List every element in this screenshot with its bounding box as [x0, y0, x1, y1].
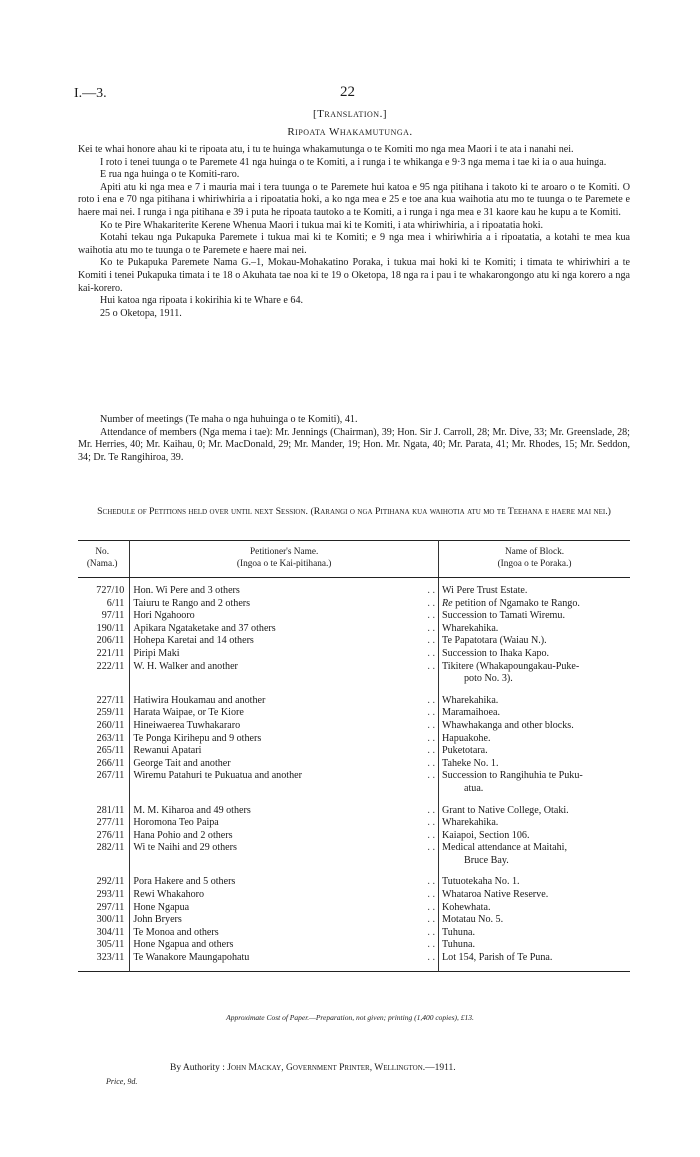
- block-name: [439, 758, 631, 771]
- table-row: [78, 927, 630, 940]
- block-name-text: Maramaihoea.: [442, 707, 501, 719]
- block-name-text: Hapuakohe.: [442, 732, 491, 744]
- petition-number-text: 281/11: [96, 804, 125, 816]
- block-name-text: Wharekahika.: [442, 694, 499, 706]
- petitioner-name: [130, 770, 439, 795]
- petition-number-text: 293/11: [96, 889, 125, 901]
- block-name-continued: poto No. 3).: [464, 673, 513, 685]
- meeting-summary: [78, 414, 630, 464]
- petition-number: [78, 842, 130, 867]
- block-name: [439, 707, 631, 720]
- spacer-row: [78, 867, 630, 876]
- paragraph: Kei te whai honore ahau ki te ripoata atu, i tu te huinga whakamutunga o te Komiti mo nga mea Maori i te ata i nanahi nei.: [78, 144, 574, 155]
- petition-number: [78, 585, 130, 598]
- petition-number: [78, 805, 130, 818]
- cost-note: Approximate Cost of Paper.—Preparation, not given; printing (1,400 copies), £13.: [226, 1013, 474, 1022]
- petitioner-name: [130, 648, 439, 661]
- table-row: [78, 720, 630, 733]
- block-name: [439, 830, 631, 843]
- table-row: [78, 758, 630, 771]
- block-name: [439, 952, 631, 965]
- table-row: [78, 952, 630, 965]
- block-name-text: Whawhakanga and other blocks.: [442, 719, 574, 731]
- block-name-text: Te Papatotara (Waiau N.).: [442, 635, 547, 647]
- petitioner-name-text: Rewi Whakahoro: [133, 889, 205, 901]
- spacer-cell: [439, 867, 631, 876]
- petitioner-name: [130, 889, 439, 902]
- petitions-table: [78, 540, 630, 972]
- petition-number: [78, 889, 130, 902]
- block-name-text: Tikitere (Whakapoungakau-Puke-: [442, 660, 580, 672]
- petition-number-text: 276/11: [96, 829, 125, 841]
- header-block-sub: (Ingoa o te Poraka.): [497, 558, 572, 569]
- block-name-text: Taheke No. 1.: [442, 757, 499, 769]
- block-name-text: Lot 154, Parish of Te Puna.: [442, 952, 553, 964]
- header-petitioner-label: Petitioner's Name.: [250, 547, 319, 557]
- petitioner-name: [130, 842, 439, 867]
- paragraph: Hui katoa nga ripoata i kokirihia ki te Whare e 64.: [100, 295, 304, 307]
- petition-number-text: 190/11: [96, 622, 125, 634]
- petition-number-text: 267/11: [96, 770, 125, 782]
- table-row: [78, 585, 630, 598]
- petitioner-name-text: W. H. Walker and another: [133, 660, 238, 672]
- block-name-text: Tuhuna.: [442, 926, 476, 938]
- table-row: [78, 914, 630, 927]
- dot-leader: . .: [427, 707, 435, 719]
- schedule-heading-translation: (Rarangi o nga Pitihana kua waihotia atu mo te Teehana e haere mai nei.): [310, 506, 611, 517]
- dot-leader: . .: [427, 585, 435, 596]
- petitioner-name-text: Rewanui Apatari: [133, 745, 202, 757]
- petitioner-name-text: Wiremu Patahuri te Pukuatua and another: [133, 770, 302, 782]
- petition-number-text: 227/11: [96, 694, 125, 706]
- petition-number: [78, 745, 130, 758]
- petitioner-name: [130, 914, 439, 927]
- document-reference: I.—3.: [74, 86, 107, 101]
- spacer-row: [78, 965, 630, 972]
- dot-leader: . .: [427, 829, 435, 841]
- block-name-text: Tutuotekaha No. 1.: [442, 876, 520, 888]
- table-row: [78, 648, 630, 661]
- dot-leader: . .: [427, 926, 435, 938]
- spacer-cell: [130, 578, 439, 586]
- block-name-text: Grant to Native College, Otaki.: [442, 804, 569, 816]
- block-name: [439, 610, 631, 623]
- table-row: [78, 635, 630, 648]
- dot-leader: . .: [427, 597, 435, 609]
- petitioner-name-text: Pora Hakere and 5 others: [133, 876, 236, 888]
- table-row: [78, 817, 630, 830]
- petitioner-name-text: Hone Ngapua and others: [133, 939, 234, 951]
- block-name: [439, 876, 631, 889]
- block-name-continued: Bruce Bay.: [464, 854, 509, 866]
- petitioner-name: [130, 585, 439, 598]
- block-name-text: Whataroa Native Reserve.: [442, 889, 549, 901]
- table-row: [78, 939, 630, 952]
- petition-number: [78, 598, 130, 611]
- petition-number: [78, 635, 130, 648]
- petition-number-text: 206/11: [96, 635, 125, 647]
- block-name: [439, 598, 631, 611]
- block-name: [439, 623, 631, 636]
- petitioner-name-text: Apikara Ngataketake and 37 others: [133, 622, 276, 634]
- spacer-cell: [78, 686, 130, 695]
- petitioner-name: [130, 817, 439, 830]
- header-petitioner: [130, 541, 439, 578]
- schedule-heading: [78, 506, 630, 519]
- spacer-cell: [130, 686, 439, 695]
- price-note: Price, 9d.: [106, 1077, 138, 1086]
- report-title: Ripoata Whakamutunga.: [287, 126, 413, 138]
- table-row: [78, 842, 630, 867]
- petition-number-text: 277/11: [96, 817, 125, 829]
- table-row: [78, 770, 630, 795]
- petitioner-name-text: Piripi Maki: [133, 647, 180, 659]
- block-name: [439, 695, 631, 708]
- petition-number-text: 222/11: [96, 660, 125, 672]
- dot-leader: . .: [427, 817, 435, 829]
- petitioner-name-text: Hohepa Karetai and 14 others: [133, 635, 254, 647]
- petition-number-text: 6/11: [106, 597, 125, 609]
- meeting-count: Number of meetings (Te maha o nga huhuinga o te Komiti), 41.: [100, 414, 358, 425]
- petition-number: [78, 707, 130, 720]
- block-name-continued: atua.: [464, 782, 484, 794]
- block-name-text: Succession to Ihaka Kapo.: [442, 647, 550, 659]
- petition-number-text: 97/11: [101, 610, 125, 622]
- dot-leader: . .: [427, 770, 435, 782]
- spacer-row: [78, 796, 630, 805]
- block-name: [439, 770, 631, 795]
- spacer-cell: [130, 796, 439, 805]
- petitioner-name-text: Hon. Wi Pere and 3 others: [133, 585, 240, 596]
- petition-number: [78, 902, 130, 915]
- petitioner-name: [130, 661, 439, 686]
- header-petitioner-sub: (Ingoa o te Kai-pitihana.): [236, 558, 332, 569]
- block-name: [439, 635, 631, 648]
- dot-leader: . .: [427, 694, 435, 706]
- petition-number-text: 259/11: [96, 707, 125, 719]
- block-name-text: Succession to Rangihuhia te Puku-: [442, 770, 583, 782]
- printer-name: John Mackay, Government Printer, Wellington.—1911.: [227, 1063, 456, 1073]
- petitioner-name: [130, 610, 439, 623]
- page-number: 22: [340, 84, 355, 100]
- block-name-text: Kohewhata.: [442, 901, 491, 913]
- block-name: [439, 902, 631, 915]
- spacer-cell: [439, 686, 631, 695]
- spacer-cell: [78, 867, 130, 876]
- block-name: [439, 745, 631, 758]
- petition-number: [78, 610, 130, 623]
- paragraph: E rua nga huinga o te Komiti-raro.: [100, 169, 240, 181]
- block-name: [439, 939, 631, 952]
- petitioner-name: [130, 876, 439, 889]
- petition-number-text: 727/10: [96, 585, 125, 596]
- petition-number-text: 305/11: [96, 939, 125, 951]
- petition-number: [78, 758, 130, 771]
- petition-number-text: 263/11: [96, 732, 125, 744]
- petition-number: [78, 817, 130, 830]
- attendance: Attendance of members (Nga mema i tae): Mr. Jennings (Chairman), 39; Hon. Sir J. Carroll, 28; Mr. Dive, 33; Mr. Greenslade, 28; Mr. Herries, 40; Mr. Kaihau, 0; Mr. MacDonald, 29; Mr. Mander, 19; Hon. Mr. Ngata, 40; Mr. Parata, 41; Mr. Rhodes, 15; Mr. Seddon, 34; Dr. Te Rangihiroa, 39.: [78, 426, 630, 463]
- table-row: [78, 661, 630, 686]
- block-name-emphasis: Re: [442, 597, 453, 609]
- petition-number-text: 323/11: [96, 952, 125, 964]
- petitioner-name: [130, 745, 439, 758]
- block-name: [439, 817, 631, 830]
- petition-number-text: 292/11: [96, 876, 125, 888]
- block-name-text: Succession to Tamati Wiremu.: [442, 610, 565, 622]
- petitioner-name: [130, 720, 439, 733]
- petitioner-name: [130, 927, 439, 940]
- table-row: [78, 830, 630, 843]
- table-row: [78, 902, 630, 915]
- petition-number-text: 266/11: [96, 757, 125, 769]
- spacer-row: [78, 686, 630, 695]
- dot-leader: . .: [427, 660, 435, 672]
- petitioner-name: [130, 939, 439, 952]
- petitioner-name-text: Taiuru te Rango and 2 others: [133, 597, 251, 609]
- petitioner-name: [130, 952, 439, 965]
- dot-leader: . .: [427, 635, 435, 647]
- petitioner-name-text: Hori Ngahooro: [133, 610, 195, 622]
- block-name-text: Kaiapoi, Section 106.: [442, 829, 530, 841]
- petitions-table-body: [78, 578, 630, 972]
- table-row: [78, 745, 630, 758]
- petitioner-name: [130, 623, 439, 636]
- petitioner-name: [130, 758, 439, 771]
- table-row: [78, 610, 630, 623]
- petition-number: [78, 648, 130, 661]
- petition-number: [78, 939, 130, 952]
- dot-leader: . .: [427, 842, 435, 854]
- petition-number-text: 282/11: [96, 842, 125, 854]
- petition-number-text: 300/11: [96, 914, 125, 926]
- authority-line: [170, 1063, 456, 1073]
- spacer-row: [78, 578, 630, 586]
- block-name-text: Tuhuna.: [442, 939, 476, 951]
- table-row: [78, 707, 630, 720]
- petitioner-name: [130, 635, 439, 648]
- petition-number-text: 304/11: [96, 926, 125, 938]
- paragraph: I roto i tenei tuunga o te Paremete 41 nga huinga o te Komiti, a i runga i te whikanga e 9·3 nga mema i tae ki ia o aua huinga.: [100, 156, 607, 168]
- header-number-sub: (Nama.): [86, 558, 118, 569]
- petition-number: [78, 695, 130, 708]
- dot-leader: . .: [427, 732, 435, 744]
- dot-leader: . .: [427, 719, 435, 731]
- petitioner-name-text: Horomona Teo Paipa: [133, 817, 219, 829]
- paragraph: Ko te Pukapuka Paremete Nama G.–1, Mokau-Mohakatino Poraka, i tukua mai hoki ki te Komiti; i timata te whiriwhiri a te Komiti i tenei Pukapuka timata i te 18 o Akuhata tae noa ki te 19 o Oketopa, 18 nga ra i pau i te whakarongongo atu ki nga korero a nga kai-korero.: [78, 257, 630, 294]
- block-name: [439, 927, 631, 940]
- block-name: [439, 889, 631, 902]
- header-block: [439, 541, 631, 578]
- petitioner-name-text: Hone Ngapua: [133, 901, 190, 913]
- block-name-text: Wharekahika.: [442, 817, 499, 829]
- petitioner-name-text: Hatiwira Houkamau and another: [133, 694, 266, 706]
- spacer-cell: [78, 965, 130, 972]
- report-body: [78, 144, 630, 320]
- spacer-cell: [439, 796, 631, 805]
- petition-number: [78, 661, 130, 686]
- petitioner-name: [130, 830, 439, 843]
- petition-number: [78, 623, 130, 636]
- petitioner-name: [130, 733, 439, 746]
- table-row: [78, 876, 630, 889]
- petition-number-text: 221/11: [96, 647, 125, 659]
- report-date: 25 o Oketopa, 1911.: [100, 307, 182, 319]
- petitioner-name-text: Hana Pohio and 2 others: [133, 829, 233, 841]
- paragraph: Kotahi tekau nga Pukapuka Paremete i tukua mai ki te Komiti; e 9 nga mea i whiriwhiria a i ripoatatia, a kotahi te mea kua waihotia atu mo te tuunga o te Paremete e haere mai nei.: [78, 232, 630, 256]
- block-name: [439, 585, 631, 598]
- translation-heading: [Translation.]: [312, 108, 388, 120]
- spacer-cell: [130, 965, 439, 972]
- petitioner-name: [130, 805, 439, 818]
- block-name-text: petition of Ngamako te Rango.: [452, 597, 580, 609]
- block-name: [439, 842, 631, 867]
- dot-leader: . .: [427, 757, 435, 769]
- table-row: [78, 623, 630, 636]
- table-row: [78, 889, 630, 902]
- block-name: [439, 720, 631, 733]
- dot-leader: . .: [427, 745, 435, 757]
- table-row: [78, 695, 630, 708]
- petition-number-text: 297/11: [96, 901, 125, 913]
- authority-prefix: By Authority :: [170, 1063, 225, 1073]
- block-name-text: Wharekahika.: [442, 622, 499, 634]
- petitioner-name: [130, 902, 439, 915]
- dot-leader: . .: [427, 939, 435, 951]
- table-row: [78, 805, 630, 818]
- block-name: [439, 648, 631, 661]
- dot-leader: . .: [427, 804, 435, 816]
- petition-number: [78, 952, 130, 965]
- petition-number: [78, 927, 130, 940]
- spacer-cell: [78, 578, 130, 586]
- petitioner-name-text: Te Wanakore Maungapohatu: [133, 952, 250, 964]
- dot-leader: . .: [427, 876, 435, 888]
- dot-leader: . .: [427, 622, 435, 634]
- spacer-cell: [439, 578, 631, 586]
- dot-leader: . .: [427, 914, 435, 926]
- paragraph: Ko te Pire Whakariterite Kerene Whenua Maori i tukua mai ki te Komiti, i ata whiriwhiria, a i ripoatatia hoki.: [100, 219, 544, 231]
- spacer-cell: [78, 796, 130, 805]
- block-name: [439, 661, 631, 686]
- petition-number-text: 260/11: [96, 719, 125, 731]
- petition-number: [78, 720, 130, 733]
- dot-leader: . .: [427, 610, 435, 622]
- petition-number: [78, 914, 130, 927]
- dot-leader: . .: [427, 889, 435, 901]
- petition-number: [78, 830, 130, 843]
- table-row: [78, 733, 630, 746]
- petition-number-text: 265/11: [96, 745, 125, 757]
- petition-number: [78, 770, 130, 795]
- dot-leader: . .: [427, 647, 435, 659]
- paragraph: Apiti atu ki nga mea e 7 i mauria mai i tera tuunga o te Paremete hui katoa e 95 nga pitihana i takoto ki te aroaro o te Komiti. O roto i ena e 70 nga pitihana i whiriwhiria a i ripoatatia hoki, a ko nga mea e 25 e toe ana kua waihotia atu mo te tuunga o te Paremete e haere mai nei. I runga i nga pitihana e 39 i puta he ripoata tautoko a te Komiti, a i runga i nga mea e 31 kaore kau he kupu a te Komiti.: [78, 181, 630, 218]
- block-name: [439, 733, 631, 746]
- petitioner-name-text: Te Ponga Kirihepu and 9 others: [133, 732, 262, 744]
- petition-number: [78, 876, 130, 889]
- petitioner-name-text: Hineiwaerea Tuwhakararo: [133, 719, 241, 731]
- header-block-label: Name of Block.: [504, 547, 565, 557]
- petitioner-name-text: M. M. Kiharoa and 49 others: [133, 804, 251, 816]
- block-name-text: Wi Pere Trust Estate.: [442, 585, 528, 596]
- dot-leader: . .: [427, 952, 435, 964]
- header-number-label: No.: [95, 547, 110, 557]
- spacer-cell: [130, 867, 439, 876]
- table-row: [78, 598, 630, 611]
- block-name: [439, 914, 631, 927]
- header-number: [78, 541, 130, 578]
- block-name: [439, 805, 631, 818]
- spacer-cell: [439, 965, 631, 972]
- petitioner-name-text: Harata Waipae, or Te Kiore: [133, 707, 244, 719]
- petitioner-name-text: John Bryers: [133, 914, 182, 926]
- table-header-row: [78, 541, 630, 578]
- dot-leader: . .: [427, 901, 435, 913]
- petitioner-name-text: Te Monoa and others: [133, 926, 219, 938]
- petition-number: [78, 733, 130, 746]
- petitioner-name: [130, 707, 439, 720]
- schedule-heading-text: Schedule of Petitions held over until next Session.: [97, 506, 308, 517]
- block-name-text: Medical attendance at Maitahi,: [442, 842, 567, 854]
- block-name-text: Puketotara.: [442, 745, 488, 757]
- petitioner-name-text: George Tait and another: [133, 757, 231, 769]
- petitioner-name: [130, 598, 439, 611]
- petitioner-name: [130, 695, 439, 708]
- petitioner-name-text: Wi te Naihi and 29 others: [133, 842, 237, 854]
- block-name-text: Motatau No. 5.: [442, 914, 504, 926]
